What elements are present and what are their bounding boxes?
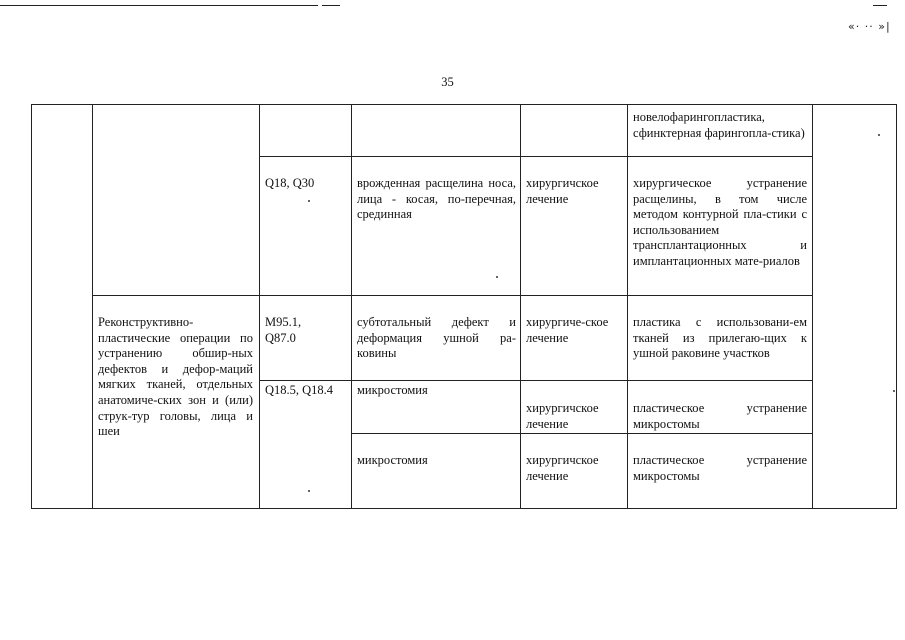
table-border bbox=[259, 156, 813, 157]
table-border bbox=[259, 380, 813, 381]
method-cell: пластическое устранение микростомы bbox=[633, 401, 807, 431]
scan-line bbox=[0, 5, 318, 6]
codes-cell: Q18, Q30 bbox=[265, 176, 315, 190]
table-border bbox=[812, 104, 813, 508]
table-border bbox=[896, 104, 897, 508]
group-name-cell: Реконструктивно-пластические операции по устранению обшир-ных дефектов и дефор-маций мягких тканей, отдельных анатомиче-ских зон и (или) струк-тур головы, лица и шеи bbox=[98, 315, 253, 439]
table-border bbox=[520, 104, 521, 508]
condition-cell: микростомия bbox=[357, 453, 428, 467]
treatment-cell: хирургичское лечение bbox=[526, 401, 599, 431]
table-border bbox=[31, 508, 897, 509]
treatment-cell: хирургичское лечение bbox=[526, 453, 599, 483]
codes-cell: M95.1, Q87.0 bbox=[265, 315, 302, 345]
codes-cell: Q18.5, Q18.4 bbox=[265, 383, 334, 397]
scan-speck bbox=[893, 390, 895, 392]
table-border bbox=[31, 104, 897, 105]
table-border bbox=[351, 433, 813, 434]
scan-speck bbox=[308, 490, 310, 492]
corner-mark: «· ·· »| bbox=[848, 20, 891, 33]
scan-speck bbox=[496, 276, 498, 278]
method-cell: хирургическое устранение расщелины, в том числе методом контурной пла-стики с использованием трансплантационных и имплантационных мате-риалов bbox=[633, 176, 807, 268]
scan-line bbox=[322, 5, 340, 6]
treatment-cell: хирургиче-ское лечение bbox=[526, 315, 609, 345]
scan-speck bbox=[308, 200, 310, 202]
scan-line bbox=[873, 5, 887, 6]
condition-cell: врожденная расщелина носа, лица - косая, по-перечная, срединная bbox=[357, 176, 516, 222]
method-cell: новелофарингопластика, сфинктерная фарингопла-стика) bbox=[633, 110, 805, 140]
method-cell: пластическое устранение микростомы bbox=[633, 453, 807, 483]
scan-speck bbox=[878, 134, 880, 136]
table-border bbox=[627, 104, 628, 508]
condition-cell: микростомия bbox=[357, 383, 428, 397]
page-number: 35 bbox=[441, 75, 454, 89]
condition-cell: субтотальный дефект и деформация ушной ра-ковины bbox=[357, 315, 516, 361]
table-border bbox=[351, 104, 352, 508]
method-cell: пластика с использовани-ем тканей из прилегаю-щих к ушной раковине участков bbox=[633, 315, 807, 361]
table-border bbox=[259, 104, 260, 508]
table-border bbox=[31, 104, 32, 508]
treatment-cell: хирургичское лечение bbox=[526, 176, 599, 206]
table-border bbox=[92, 104, 93, 508]
table-border bbox=[92, 295, 813, 296]
